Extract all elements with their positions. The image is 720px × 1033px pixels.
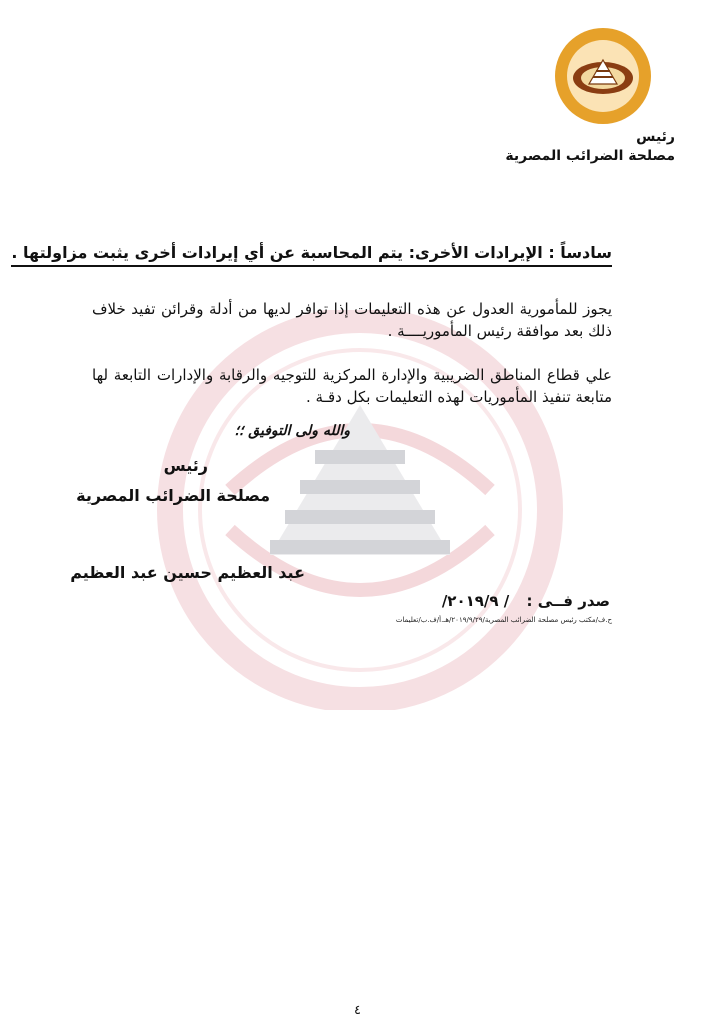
signature-org: مصلحة الضرائب المصرية — [76, 486, 270, 505]
paragraph-2: علي قطاع المناطق الضريبية والإدارة المركزية للتوجيه والرقابة والإدارات التابعة لها متابعة تنفيذ المأموريات لهذه التعليمات بكل دقـة . — [92, 366, 612, 406]
header-title: رئيس — [636, 129, 675, 145]
reference-code: ح.ف/مكتب رئيس مصلحة الضرائب المصرية/٢٠١٩/٩/٢٩/هـ.أ/ف.ب/تعليمات — [395, 616, 612, 624]
ministry-logo — [553, 26, 653, 126]
signature-name: عبد العظيم حسين عبد العظيم — [70, 563, 305, 582]
signature-title: رئيس — [163, 456, 208, 475]
header-block — [505, 128, 675, 166]
closing-phrase: والله ولى التوفيق ؛؛ — [234, 423, 350, 439]
page-number: ٤ — [354, 1003, 361, 1018]
header-org: مصلحة الضرائب المصرية — [505, 148, 675, 164]
issued-date: / ٢٠١٩/٩/ — [441, 592, 510, 610]
issued-label: صدر فــى : — [526, 592, 610, 610]
issued-line — [442, 592, 610, 610]
paragraph-1: يجوز للمأمورية العدول عن هذه التعليمات إذا توافر لديها من أدلة وقرائن تفيد خلاف ذلك بعد موافقة رئيس المأموريــــة . — [92, 300, 612, 340]
section-heading: سادساً : الإيرادات الأخرى: يتم المحاسبة عن أي إيرادات أخرى يثبت مزاولتها . — [11, 243, 612, 267]
